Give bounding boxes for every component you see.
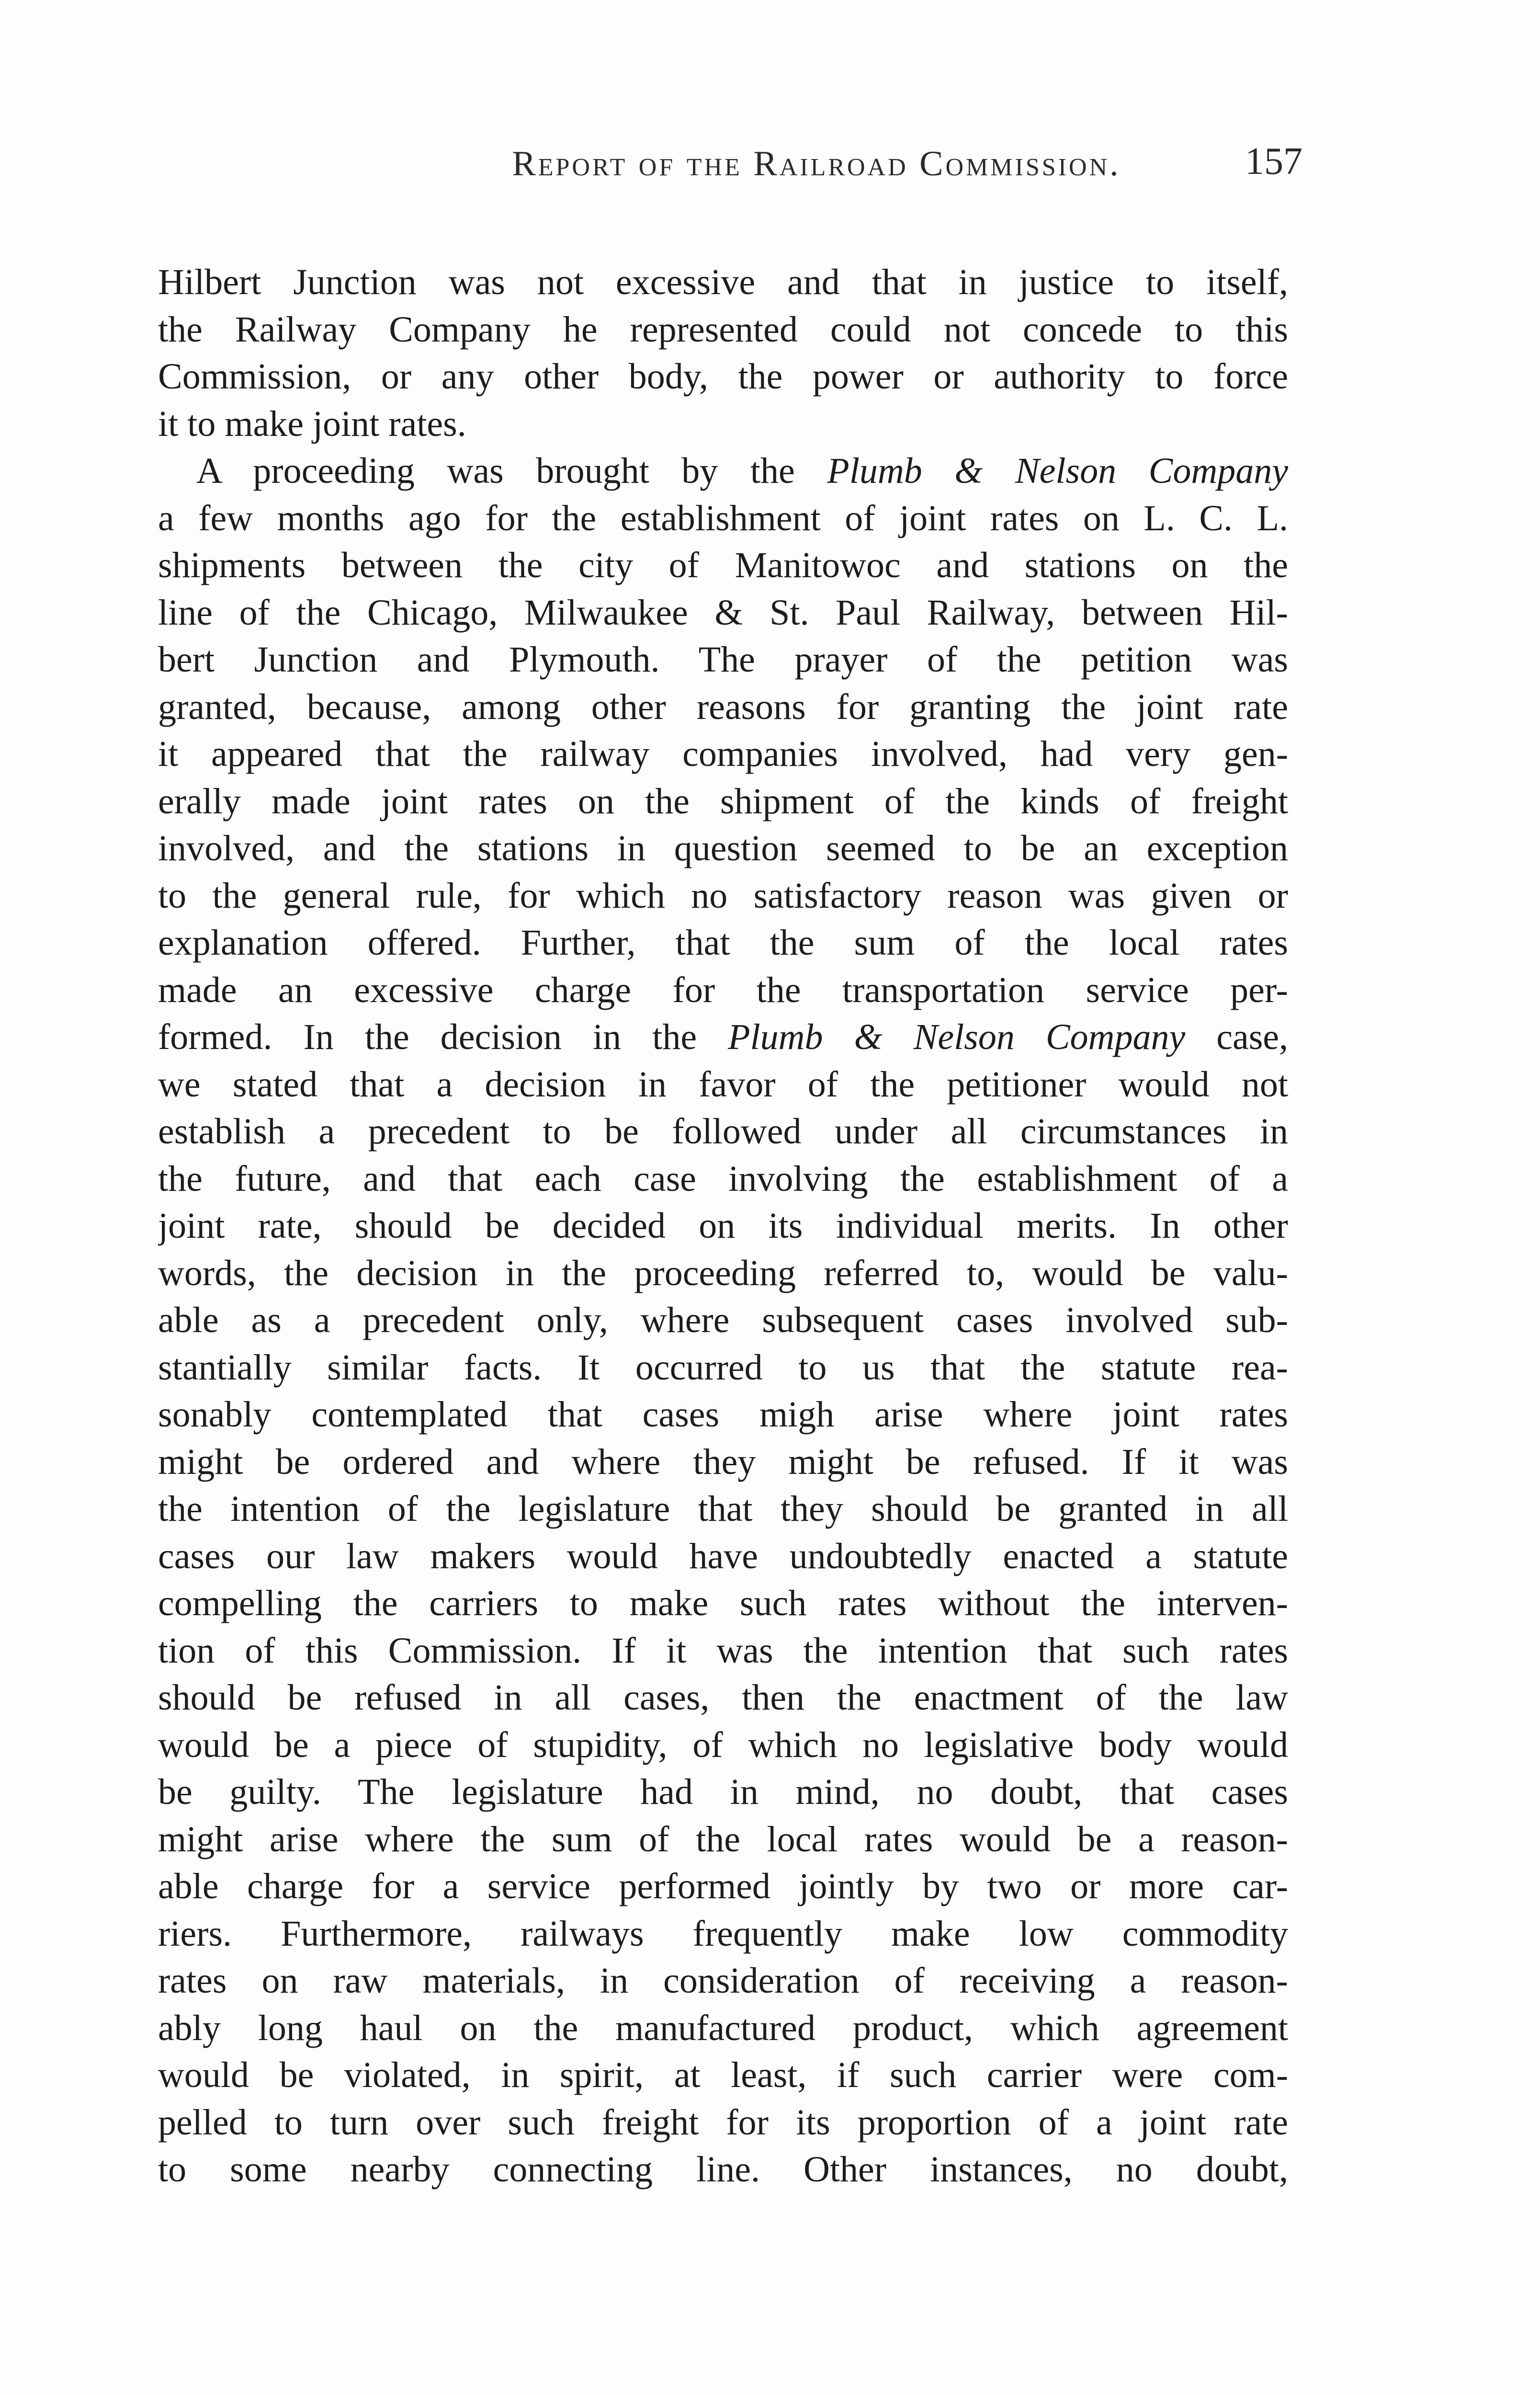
text-line: granted, because, among other reasons for granting the joint rate — [158, 686, 1288, 727]
italic-company-name: Plumb & Nelson Company — [728, 1017, 1186, 1057]
text-line: it appeared that the railway companies involved, had very gen- — [158, 734, 1288, 774]
text-line: the intention of the legislature that they should be granted in all — [158, 1489, 1288, 1529]
text-line — [158, 1014, 1288, 1061]
page-number: 157 — [1245, 140, 1302, 182]
text-line: should be refused in all cases, then the enactment of the law — [158, 1677, 1288, 1718]
text-line: might be ordered and where they might be refused. If it was — [158, 1441, 1288, 1482]
text-line: erally made joint rates on the shipment of the kinds of freight — [158, 781, 1288, 821]
text-line: it to make joint rates. — [158, 403, 466, 444]
text-line: able charge for a service performed jointly by two or more car- — [158, 1866, 1288, 1906]
text-line: compelling the carriers to make such rates without the interven- — [158, 1583, 1288, 1623]
text-line: would be a piece of stupidity, of which no legislative body would — [158, 1724, 1288, 1765]
text-fragment: A proceeding was brought by the — [196, 451, 827, 491]
text-fragment: case, — [1185, 1017, 1288, 1057]
text-line: establish a precedent to be followed under all circumstances in — [158, 1111, 1288, 1152]
text-line: Commission, or any other body, the power or authority to force — [158, 356, 1288, 397]
text-line: to the general rule, for which no satisfactory reason was given or — [158, 875, 1288, 916]
text-line: be guilty. The legislature had in mind, no doubt, that cases — [158, 1772, 1288, 1812]
text-line: shipments between the city of Manitowoc and stations on the — [158, 545, 1288, 585]
text-line: bert Junction and Plymouth. The prayer of the petition was — [158, 639, 1288, 680]
text-line: we stated that a decision in favor of the petitioner would not — [158, 1064, 1288, 1105]
text-line: Hilbert Junction was not excessive and that in justice to itself, — [158, 262, 1288, 302]
text-line: made an excessive charge for the transportation service per- — [158, 969, 1288, 1010]
text-line: to some nearby connecting line. Other instances, no doubt, — [158, 2149, 1288, 2190]
running-head: Report of the Railroad Commission. — [512, 144, 1121, 183]
text-line: would be violated, in spirit, at least, if such carrier were com- — [158, 2055, 1288, 2095]
text-line: sonably contemplated that cases migh arise where joint rates — [158, 1394, 1288, 1435]
text-line: words, the decision in the proceeding referred to, would be valu- — [158, 1253, 1288, 1293]
text-line: involved, and the stations in question seemed to be an exception — [158, 828, 1288, 868]
text-line: ably long haul on the manufactured product, which agreement — [158, 2007, 1288, 2048]
text-line: rates on raw materials, in consideration of receiving a reason- — [158, 1961, 1288, 2001]
body-text — [158, 259, 1288, 2193]
text-line: able as a precedent only, where subsequent cases involved sub- — [158, 1300, 1288, 1340]
text-line: cases our law makers would have undoubtedly enacted a statute — [158, 1536, 1288, 1576]
text-line: tion of this Commission. If it was the intention that such rates — [158, 1630, 1288, 1671]
text-line — [158, 447, 1288, 495]
text-line: stantially similar facts. It occurred to us that the statute rea- — [158, 1347, 1288, 1388]
text-line: riers. Furthermore, railways frequently make low commodity — [158, 1913, 1288, 1954]
text-line: explanation offered. Further, that the sum of the local rates — [158, 923, 1288, 963]
text-line: might arise where the sum of the local rates would be a reason- — [158, 1819, 1288, 1859]
text-fragment: formed. In the decision in the — [158, 1017, 728, 1057]
italic-company-name: Plumb & Nelson Company — [827, 451, 1288, 491]
text-line: pelled to turn over such freight for its proportion of a joint rate — [158, 2102, 1288, 2143]
text-line: joint rate, should be decided on its individual merits. In other — [158, 1206, 1288, 1246]
text-line: the future, and that each case involving the establishment of a — [158, 1158, 1288, 1199]
text-line: the Railway Company he represented could not concede to this — [158, 309, 1288, 350]
text-line: a few months ago for the establishment of joint rates on L. C. L. — [158, 498, 1288, 538]
text-line: line of the Chicago, Milwaukee & St. Paul Railway, between Hil- — [158, 592, 1288, 633]
